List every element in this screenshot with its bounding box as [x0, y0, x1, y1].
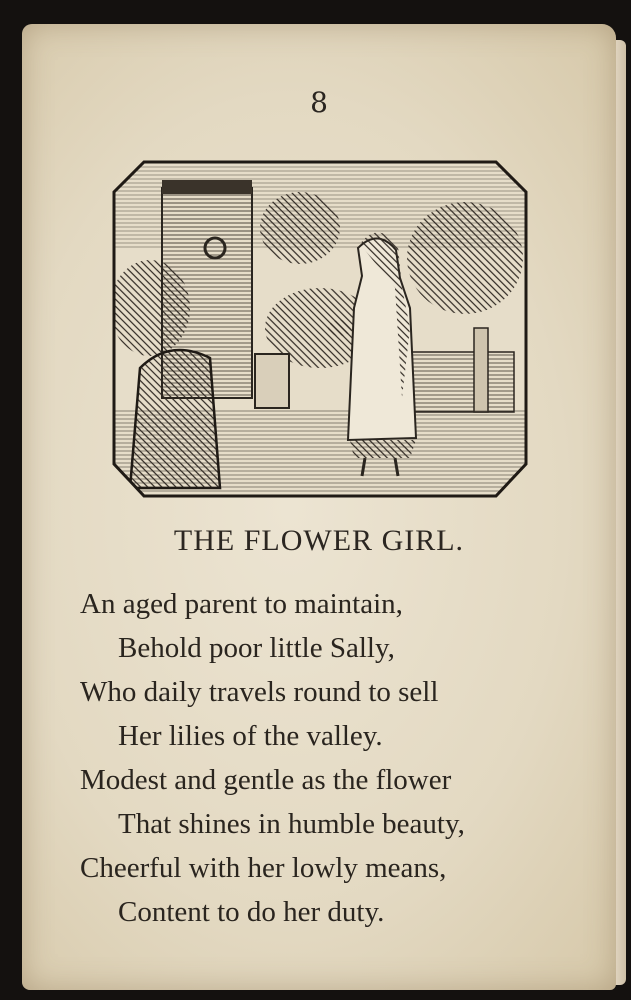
- verse-line: Modest and gentle as the flower: [80, 764, 452, 796]
- verse-line: Her lilies of the valley.: [118, 720, 383, 752]
- verse-line: Who daily travels round to sell: [80, 676, 439, 708]
- flower-girl-engraving: [110, 158, 530, 500]
- verse-line: Behold poor little Sally,: [118, 632, 395, 664]
- verse-line: An aged parent to maintain,: [80, 588, 403, 620]
- verse-line: Content to do her duty.: [118, 896, 385, 928]
- page-number: 8: [310, 86, 328, 119]
- poem-title: THE FLOWER GIRL.: [173, 524, 465, 557]
- verse-line: That shines in humble beauty,: [118, 808, 465, 840]
- verse-line: Cheerful with her lowly means,: [80, 852, 447, 884]
- poem-verse: [80, 582, 600, 934]
- book-page: [22, 24, 616, 990]
